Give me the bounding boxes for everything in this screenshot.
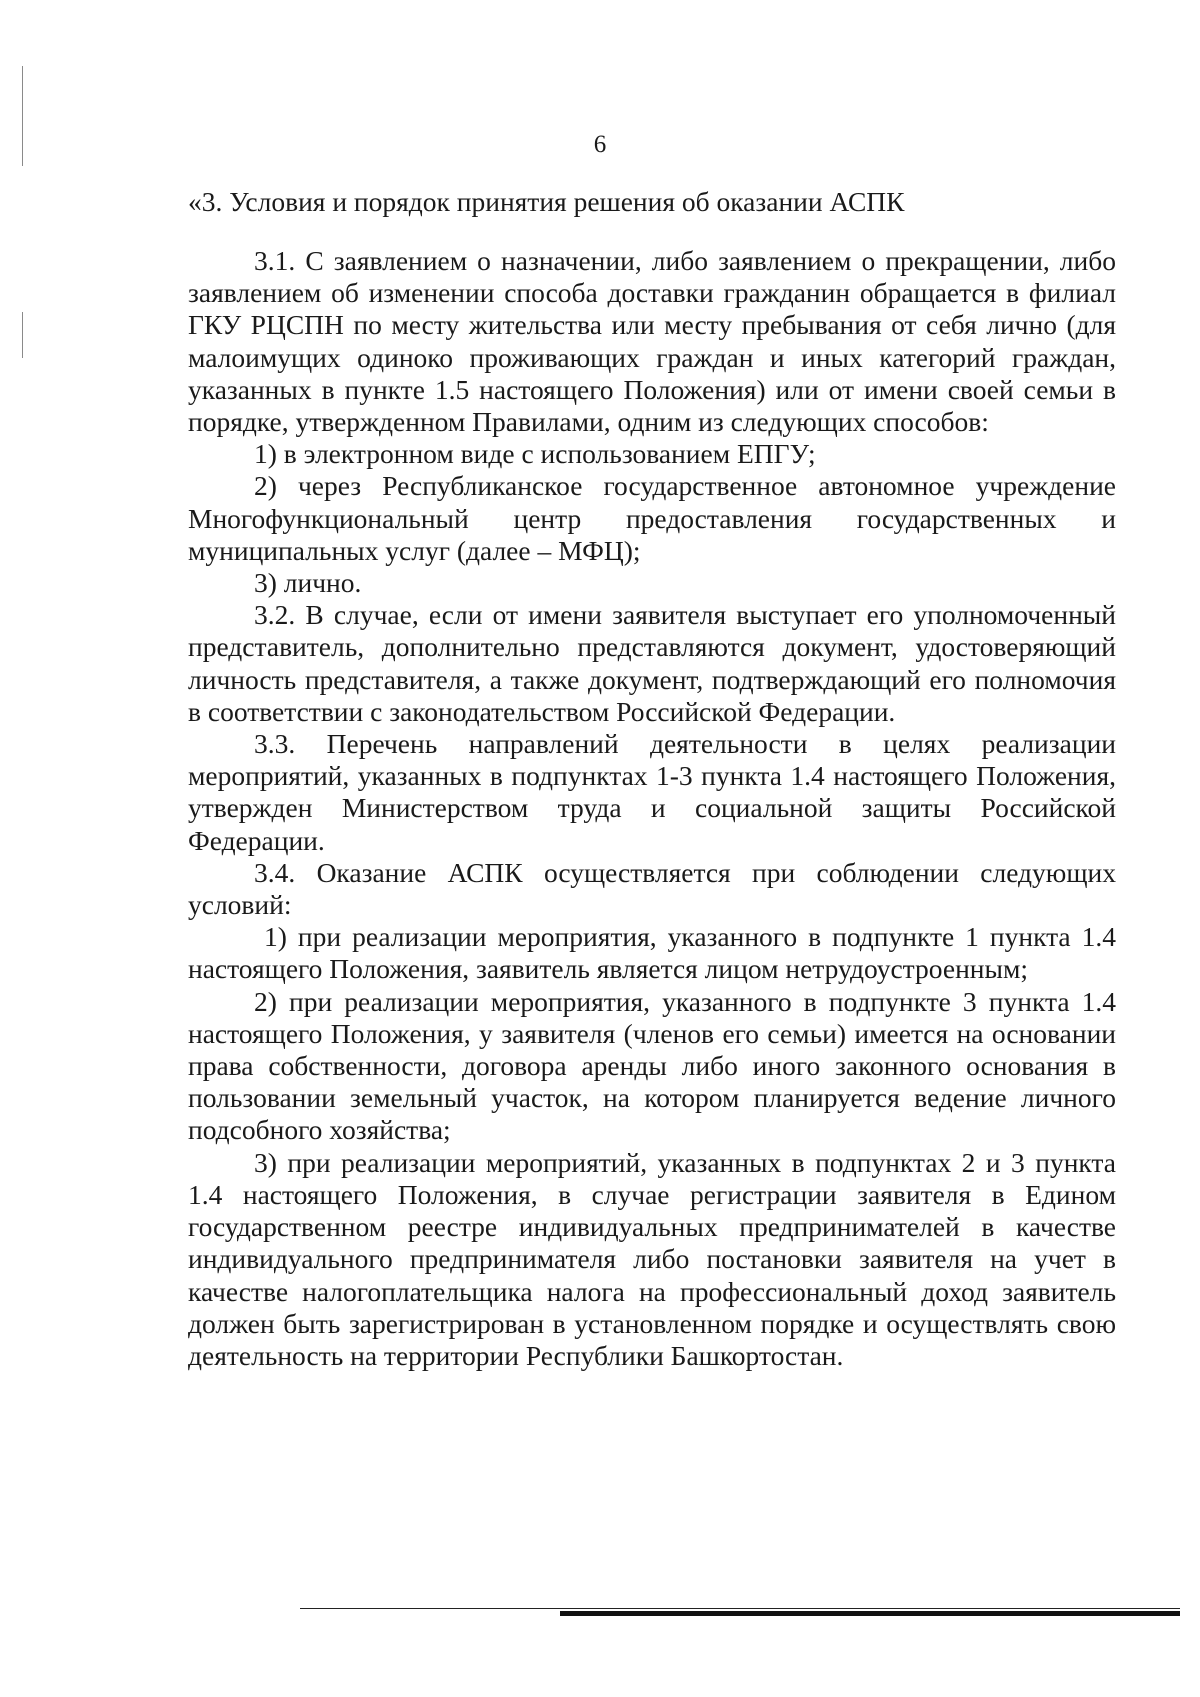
footer-rule	[300, 1608, 1180, 1609]
condition-item-2: 2) при реализации мероприятия, указанного в подпункте 3 пункта 1.4 настоящего Положения, у заявителя (членов его семьи) имеется на основании права собственности, договора аренды либо иного законного основания в пользовании земельный участок, на котором планируется ведение личного подсобного хозяйства;	[188, 985, 1116, 1146]
paragraph-3-3: 3.3. Перечень направлений деятельности в целях реализации мероприятий, указанных в подпунктах 1-3 пункта 1.4 настоящего Положения, утвержден Министерством труда и социальной защиты Российской Федерации.	[188, 728, 1116, 856]
condition-item-1: 1) при реализации мероприятия, указанного в подпункте 1 пункта 1.4 настоящего Положения, заявитель является лицом нетрудоустроенным;	[188, 921, 1116, 985]
list-item-in-person: 3) лично.	[254, 567, 362, 599]
scan-edge-mark	[22, 312, 23, 358]
list-item-electronic: 1) в электронном виде с использованием ЕПГУ;	[254, 438, 816, 470]
page-number: 6	[593, 131, 607, 158]
paragraph-3-4: 3.4. Оказание АСПК осуществляется при соблюдении следующих условий:	[188, 856, 1116, 921]
paragraph-3-2: 3.2. В случае, если от имени заявителя выступает его уполномоченный представитель, дополнительно представляются документ, удостоверяющий личность представителя, а также документ, подтверждающий его полномочия в соответствии с законодательством Российской Федерации.	[188, 599, 1116, 727]
condition-item-3: 3) при реализации мероприятий, указанных в подпунктах 2 и 3 пункта 1.4 настоящего Положения, в случае регистрации заявителя в Едином государственном реестре индивидуальных предпринимателей в качестве индивидуального предпринимателя либо постановки заявителя на учет в качестве налогоплательщика налога на профессиональный доход заявитель должен быть зарегистрирован в установленном порядке и осуществлять свою деятельность на территории Республики Башкортостан.	[188, 1146, 1116, 1371]
list-item-mfc: 2) через Республиканское государственное автономное учреждение Многофункциональный центр предоставления государственных и муниципальных услуг (далее – МФЦ);	[188, 470, 1116, 566]
paragraph-3-1: 3.1. С заявлением о назначении, либо заявлением о прекращении, либо заявлением об изменении способа доставки гражданин обращается в филиал ГКУ РЦСПН по месту жительства или месту пребывания от себя лично (для малоимущих одиноко проживающих граждан и иных категорий граждан, указанных в пункте 1.5 настоящего Положения) или от имени своей семьи в порядке, утвержденном Правилами, одним из следующих способов:	[188, 245, 1116, 438]
footer-rule-thick	[560, 1611, 1180, 1616]
section-heading: «3. Условия и порядок принятия решения об оказании АСПК	[188, 186, 905, 217]
body-text	[188, 245, 1116, 1372]
